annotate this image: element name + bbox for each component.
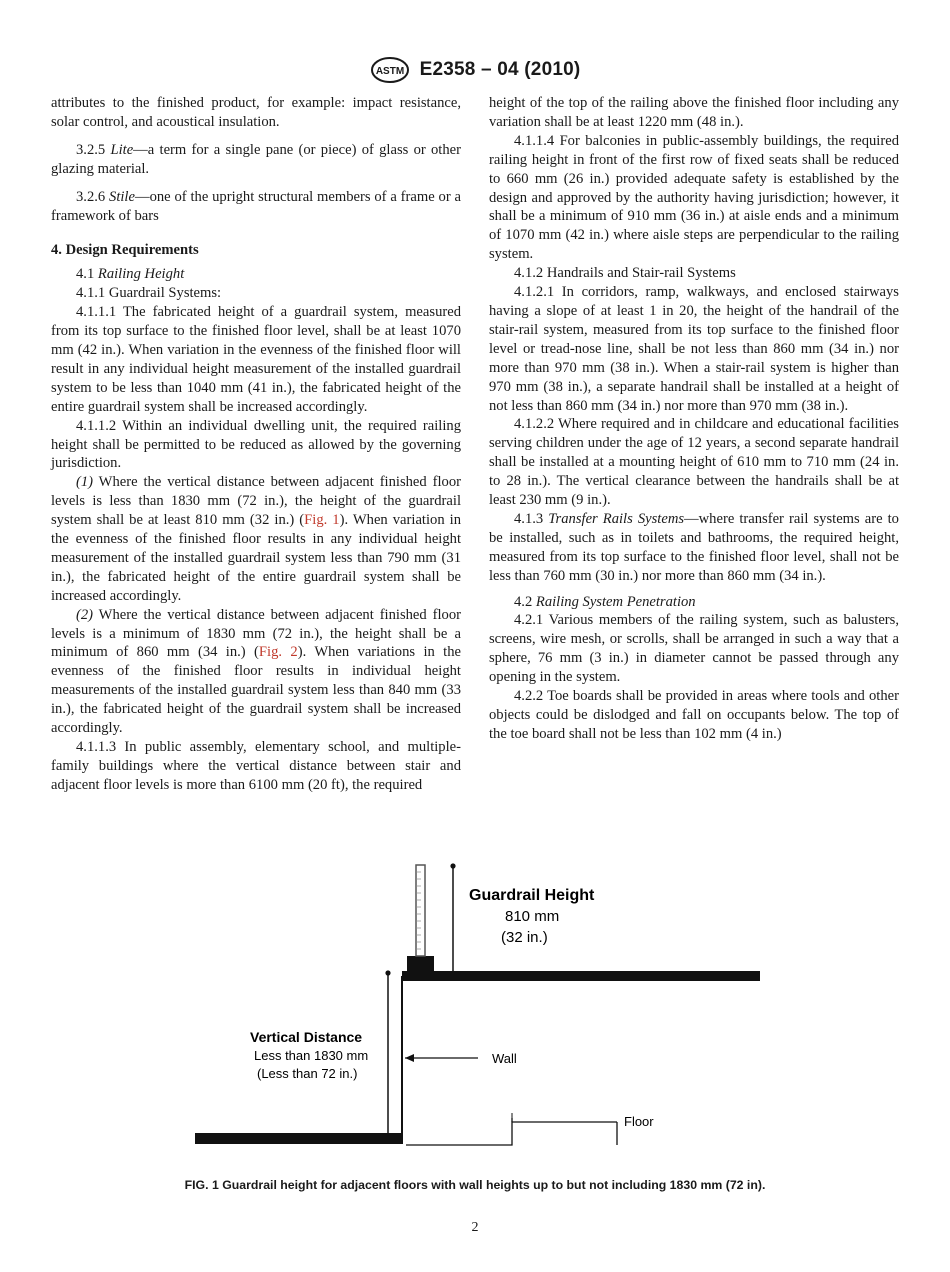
guardrail-height-in: (32 in.) — [501, 929, 548, 946]
document-code: E2358 – 04 (2010) — [419, 59, 581, 80]
guardrail-height-label: Guardrail Height — [469, 887, 595, 904]
paragraph-4-1-1-2: 4.1.1.2 Within an individual dwelling unit, the required railing height shall be permitted to be reduced as allowed by the governing jurisdiction. — [51, 417, 461, 472]
floor-stair-outline — [406, 1122, 617, 1145]
floor-label: Floor — [624, 1114, 654, 1129]
fig-2-link[interactable]: Fig. 2 — [258, 644, 298, 661]
paragraph-4-2-1: 4.2.1 Various members of the railing system, such as balusters, screens, wire mesh, or scrolls, shall be arranged in such a way that a sphere, 76 mm (3 in.) in diameter cannot be passed through any opening in the system. — [489, 612, 899, 686]
subsection-4-1-1: 4.1.1 Guardrail Systems: — [76, 285, 222, 302]
definition-stile: 3.2.6 Stile—one of the upright structural members of a frame or a framework of bars — [51, 188, 461, 224]
paragraph-4-1-2-2: 4.1.2.2 Where required and in childcare and educational facilities serving children under the age of 12 years, a second separate handrail shall be installed at a mounting height of 610 mm to 710 mm (24 in. to 28 in.). The vertical clearance between the handrails shall be at least 230 mm (9 in.). — [489, 416, 899, 509]
page-header — [0, 56, 950, 84]
right-column — [489, 94, 899, 744]
subsection-4-1-2: 4.1.2 Handrails and Stair-rail Systems — [514, 265, 736, 282]
item-2: (2) Where the vertical distance between adjacent finished floor levels is a minimum of 1830 mm (72 in.), the height shall be a minimum of 860 mm (34 in.) (Fig. 2). When variations in the evenness of the finished floor results in individual height measurements of the installed guardrail system less than 840 mm (33 in.), the fabricated height of the guardrail system shall be increased accordingly. — [51, 606, 462, 737]
vertical-distance-label: Vertical Distance — [250, 1029, 363, 1045]
paragraph: attributes to the finished product, for example: impact resistance, solar control, and acoustical insulation. — [51, 95, 461, 130]
vertical-distance-in: (Less than 72 in.) — [257, 1066, 358, 1081]
left-column — [51, 94, 461, 795]
section-heading: 4. Design Requirements — [51, 242, 199, 259]
definition-lite: 3.2.5 Lite—a term for a single pane (or piece) of glass or other glazing material. — [51, 141, 461, 177]
item-1: (1) Where the vertical distance between adjacent finished floor levels is less than 1830 mm (72 in.), the height of the guardrail system shall be at least 810 mm (32 in.) (Fig. 1). When variation in the evenness of the finished floor results in any individual height measurement of the installed guardrail system less than 790 mm (31 in.), the fabricated height of the entire guardrail system shall be increased accordingly. — [51, 474, 461, 604]
figure-1-diagram — [190, 858, 770, 1158]
paragraph-4-1-3: 4.1.3 Transfer Rails Systems—where transfer rail systems are to be installed, such as in toilets and bathrooms, the required height, measured from its top surface to the finished floor level, shall not be less than 760 mm (30 in.) nor more than 860 mm (34 in.). — [489, 510, 899, 584]
paragraph-4-1-2-1: 4.1.2.1 In corridors, ramp, walkways, and enclosed stairways having a slope of at least 1 in 20, the height of the handrail of the stair-rail system, measured from its top surface to the finished floor level or tread-nose line, shall be not less than 860 mm (34 in.) nor more than 970 mm (38 in.). When a stair-rail system is higher than 970 mm (38 in.), a separate handrail shall be installed at a height of not less than 860 mm (34 in.) nor more than 970 mm (38 in.). — [489, 284, 899, 414]
subsection-4-1: 4.1 Railing Height — [76, 266, 185, 283]
wall-label: Wall — [492, 1051, 517, 1066]
astm-logo-icon — [370, 56, 410, 84]
lower-floor-slab — [195, 1133, 403, 1144]
paragraph: height of the top of the railing above the finished floor including any variation shall be at least 1220 mm (48 in.). — [489, 95, 899, 130]
vertical-distance-mm: Less than 1830 mm — [254, 1048, 369, 1063]
paragraph-4-1-1-1: 4.1.1.1 The fabricated height of a guardrail system, measured from its top surface to the finished floor level, shall be at least 1070 mm (42 in.). When variation in the evenness of the finished floor will result in any individual height measurement of the installed guardrail system to be less than 1040 mm (41 in.), the fabricated height of the entire guardrail system shall be increased accordingly. — [51, 304, 461, 415]
guardrail-height-mm: 810 mm — [505, 908, 560, 925]
upper-floor-slab — [402, 971, 760, 981]
page-number: 2 — [471, 1220, 479, 1235]
subsection-4-2: 4.2 Railing System Penetration — [514, 593, 696, 610]
paragraph-4-1-1-3: 4.1.1.3 In public assembly, elementary school, and multiple-family buildings where the vertical distance between stair and adjacent floor levels is more than 6100 mm (20 ft), the required — [51, 739, 461, 793]
fig-1-link[interactable]: Fig. 1 — [304, 512, 340, 529]
paragraph-4-2-2: 4.2.2 Toe boards shall be provided in areas where tools and other objects could be dislodged and fall on occupants below. The top of the toe board shall not be less than 102 mm (4 in.) — [489, 688, 899, 742]
paragraph-4-1-1-4: 4.1.1.4 For balconies in public-assembly buildings, the required railing height in front of the first row of fixed seats shall be reduced to 660 mm (26 in.) provided adequate safety is established by the design and approved by the authority having jurisdiction; however, it shall be a minimum of 910 mm (36 in.) at aisle ends and a minimum of 1070 mm (42 in.) where aisle steps are perpendicular to the railing system. — [489, 132, 899, 263]
figure-caption: FIG. 1 Guardrail height for adjacent floors with wall heights up to but not including 1830 mm (72 in). — [184, 1178, 766, 1192]
guardrail-post — [407, 956, 434, 972]
logo-text: ASTM — [375, 66, 404, 77]
